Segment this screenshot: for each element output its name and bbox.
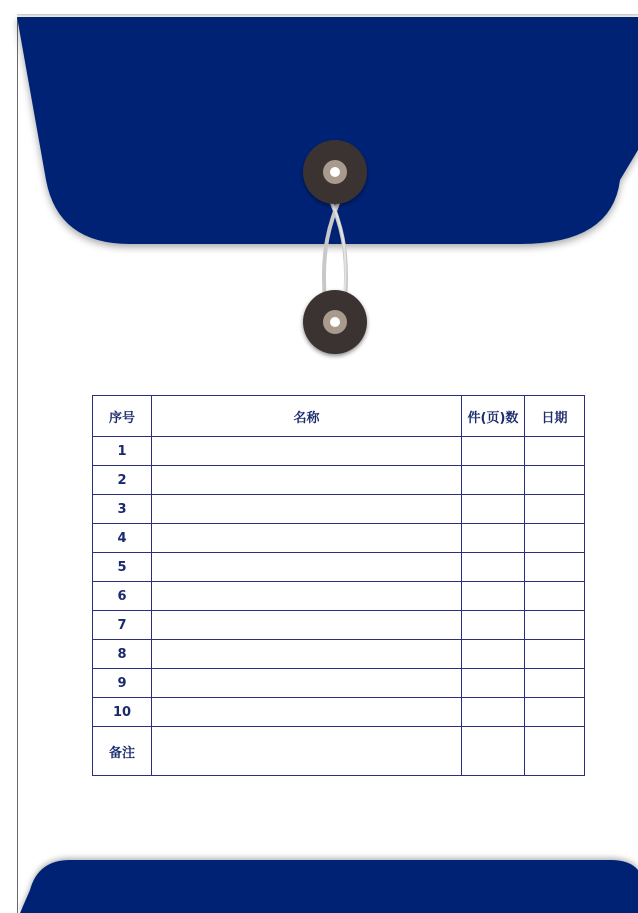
row-count-cell[interactable]	[462, 669, 525, 698]
row-number: 8	[93, 640, 152, 669]
row-date-cell[interactable]	[525, 524, 585, 553]
row-number: 3	[93, 495, 152, 524]
row-date-cell[interactable]	[525, 669, 585, 698]
row-name-cell[interactable]	[152, 611, 462, 640]
row-number: 9	[93, 669, 152, 698]
table-header-row	[93, 396, 585, 437]
row-count-cell[interactable]	[462, 582, 525, 611]
header-page-count: 件(页)数	[462, 396, 525, 437]
table-row	[93, 698, 585, 727]
row-date-cell[interactable]	[525, 437, 585, 466]
row-number: 4	[93, 524, 152, 553]
row-number: 6	[93, 582, 152, 611]
notes-label: 备注	[93, 727, 152, 776]
row-name-cell[interactable]	[152, 437, 462, 466]
notes-name-cell[interactable]	[152, 727, 462, 776]
notes-date-cell[interactable]	[525, 727, 585, 776]
table-row	[93, 553, 585, 582]
top-flap-shape	[17, 17, 638, 244]
row-name-cell[interactable]	[152, 466, 462, 495]
row-number: 5	[93, 553, 152, 582]
row-name-cell[interactable]	[152, 698, 462, 727]
row-name-cell[interactable]	[152, 524, 462, 553]
bottom-flap	[0, 850, 638, 913]
lower-tie-button	[303, 290, 367, 354]
row-date-cell[interactable]	[525, 698, 585, 727]
row-date-cell[interactable]	[525, 611, 585, 640]
row-number: 10	[93, 698, 152, 727]
row-name-cell[interactable]	[152, 582, 462, 611]
row-date-cell[interactable]	[525, 553, 585, 582]
table-row	[93, 437, 585, 466]
table-row	[93, 611, 585, 640]
header-date: 日期	[525, 396, 585, 437]
notes-count-cell[interactable]	[462, 727, 525, 776]
table-row	[93, 669, 585, 698]
row-number: 7	[93, 611, 152, 640]
row-name-cell[interactable]	[152, 640, 462, 669]
row-date-cell[interactable]	[525, 640, 585, 669]
row-name-cell[interactable]	[152, 553, 462, 582]
row-count-cell[interactable]	[462, 524, 525, 553]
table-row	[93, 466, 585, 495]
row-name-cell[interactable]	[152, 495, 462, 524]
upper-tie-button	[303, 140, 367, 204]
notes-row	[93, 727, 585, 776]
row-count-cell[interactable]	[462, 466, 525, 495]
table-row	[93, 495, 585, 524]
row-number: 2	[93, 466, 152, 495]
row-count-cell[interactable]	[462, 495, 525, 524]
row-count-cell[interactable]	[462, 698, 525, 727]
row-number: 1	[93, 437, 152, 466]
top-flap	[0, 0, 638, 370]
header-name: 名称	[152, 396, 462, 437]
table-row	[93, 524, 585, 553]
document-record-table	[92, 395, 585, 776]
row-date-cell[interactable]	[525, 466, 585, 495]
table-row	[93, 582, 585, 611]
row-count-cell[interactable]	[462, 611, 525, 640]
header-serial-number: 序号	[93, 396, 152, 437]
row-count-cell[interactable]	[462, 437, 525, 466]
table-row	[93, 640, 585, 669]
row-date-cell[interactable]	[525, 582, 585, 611]
row-date-cell[interactable]	[525, 495, 585, 524]
row-name-cell[interactable]	[152, 669, 462, 698]
bottom-flap-shape	[20, 860, 638, 913]
row-count-cell[interactable]	[462, 553, 525, 582]
row-count-cell[interactable]	[462, 640, 525, 669]
